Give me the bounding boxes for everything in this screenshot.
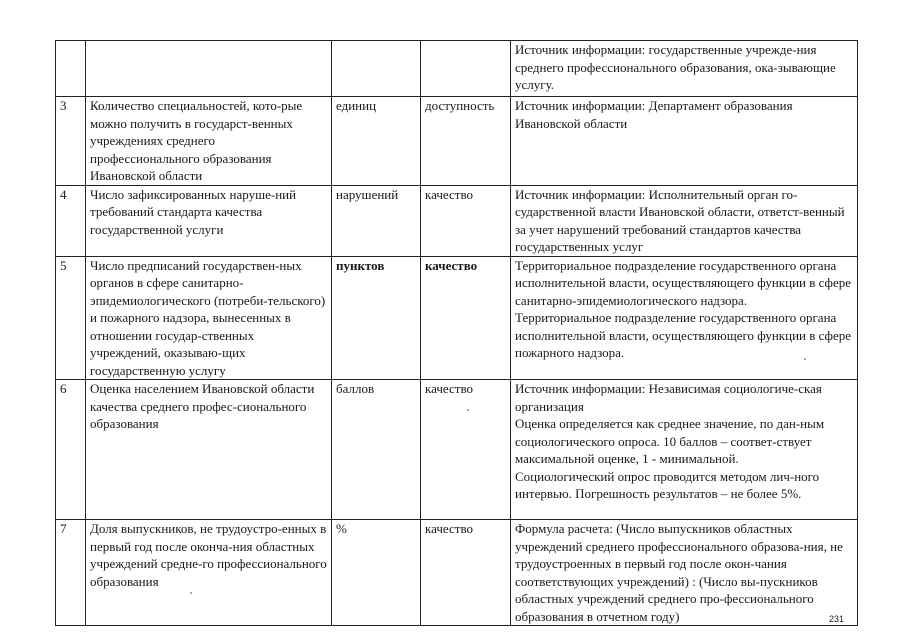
unit-cell xyxy=(332,256,421,380)
source-paragraph: Территориальное подразделение государственного органа исполнительной власти, осуществляющего функции в сфере санитарно-эпидемиологического надзора. xyxy=(515,257,852,308)
indicator-cell: Оценка населением Ивановской области качества среднего профес-сионального образования xyxy=(86,380,332,520)
source-paragraph: Оценка определяется как среднее значение, по дан-ным социологического опроса. 10 баллов – соответ-ствует максимальной оценке, 1 - минимальной. xyxy=(515,416,825,466)
table-row xyxy=(56,520,858,626)
indicator-cell: Число зафиксированных наруше-ний требований стандарта качества государственной услуги xyxy=(86,185,332,256)
source-cell: Источник информации: Департамент образования Ивановской области xyxy=(511,97,858,186)
unit-cell: % xyxy=(332,520,421,626)
source-cell: Источник информации: государственные учрежде-ния среднего профессионального образования, ока-зывающие услугу. xyxy=(511,41,858,97)
table-row xyxy=(56,380,858,520)
scan-speck xyxy=(190,592,192,594)
category-cell: качество xyxy=(421,185,511,256)
source-paragraph: Социологический опрос проводится методом лич-ного интервью. Погрешность результатов – не более 5%. xyxy=(515,468,820,501)
scan-speck xyxy=(804,358,806,360)
source-cell: Формула расчета: (Число выпускников областных учреждений среднего профессионального образова-ния, не трудоустроенных в первый год после окон-чания соответствующих учреждений) : (Число вы-пускников областных учреждений среднего про-фессионального образования в отчетном году) xyxy=(511,520,858,626)
category-cell: качество xyxy=(421,380,511,520)
unit-cell: единиц xyxy=(332,97,421,186)
source-cell: Источник информации: Исполнительный орган го-сударственной власти Ивановской области, ответст-венный за учет нарушений требований стандартов качества государственных услуг xyxy=(511,185,858,256)
unit-cell: нарушений xyxy=(332,185,421,256)
category-cell xyxy=(421,41,511,97)
unit-cell: баллов xyxy=(332,380,421,520)
row-number: 3 xyxy=(56,97,86,186)
source-cell xyxy=(511,380,858,520)
unit-cell xyxy=(332,41,421,97)
table-row xyxy=(56,97,858,186)
category-text: качество xyxy=(425,257,478,273)
row-number: 7 xyxy=(56,520,86,626)
category-cell xyxy=(421,256,511,380)
indicator-cell xyxy=(86,41,332,97)
source-cell xyxy=(511,256,858,380)
category-cell: доступность xyxy=(421,97,511,186)
row-number: 6 xyxy=(56,380,86,520)
table-row xyxy=(56,185,858,256)
source-paragraph: Территориальное подразделение государственного органа исполнительной власти, осуществляющего функции в сфере пожарного надзора. xyxy=(515,310,852,360)
indicator-cell: Число предписаний государствен-ных органов в сфере санитарно-эпидемиологического (потреби-тельского) и пожарного надзора, вынесенных в отношении государ-ственных учреждений, оказываю-щих государственную услугу xyxy=(86,256,332,380)
unit-text: пунктов xyxy=(336,257,385,273)
category-cell: качество xyxy=(421,520,511,626)
row-number: 4 xyxy=(56,185,86,256)
indicators-table xyxy=(55,40,858,626)
row-number: 5 xyxy=(56,256,86,380)
source-paragraph: Источник информации: Независимая социологиче-ская организация xyxy=(515,381,822,414)
row-number xyxy=(56,41,86,97)
scan-speck xyxy=(467,409,469,411)
indicator-cell: Доля выпускников, не трудоустро-енных в первый год после оконча-ния областных учреждений средне-го профессионального образования xyxy=(86,520,332,626)
indicator-cell: Количество специальностей, кото-рые можно получить в государст-венных учреждениях среднего профессионального образования Ивановской области xyxy=(86,97,332,186)
table-row xyxy=(56,256,858,380)
page-number: 231 xyxy=(829,614,845,624)
table-row xyxy=(56,41,858,97)
